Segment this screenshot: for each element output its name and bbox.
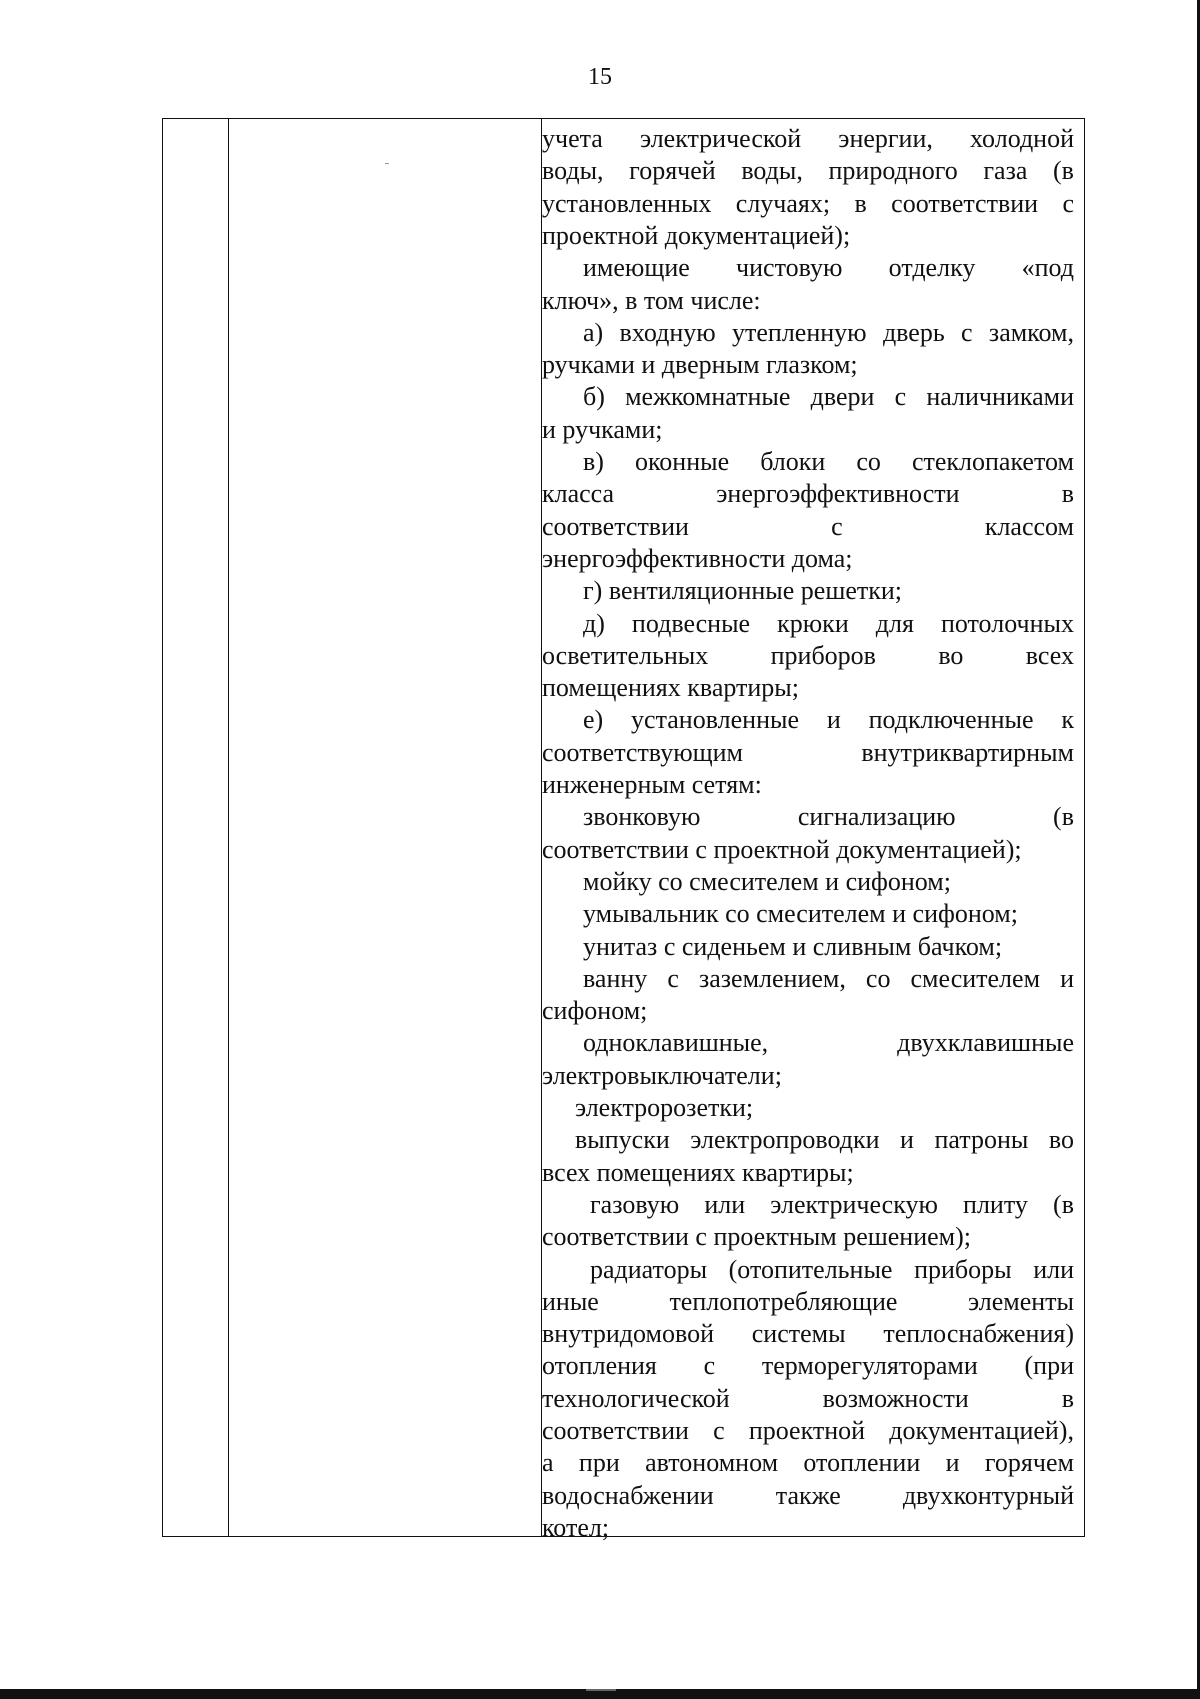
text-word: энергии, (838, 124, 933, 153)
text-word: соответствии (542, 1416, 689, 1445)
text-word: терморегуляторами (761, 1351, 978, 1381)
text-line (542, 123, 1074, 155)
text-word: или (704, 1189, 746, 1219)
text-word: горячей (629, 156, 716, 186)
text-word: к (1061, 705, 1074, 735)
text-line: всех помещениях квартиры; (542, 1157, 854, 1187)
text-line: инженерным сетям: (542, 770, 762, 799)
text-word: для (875, 608, 914, 638)
text-line: котел; (542, 1512, 610, 1542)
text-word: д) (583, 608, 605, 638)
text-word: дверь (882, 317, 945, 347)
text-line (542, 737, 1074, 769)
text-word: всех (1025, 640, 1074, 670)
text-word: приборы (914, 1254, 1012, 1284)
text-word: воды, (741, 156, 803, 186)
text-word: теплоснабжения) (883, 1319, 1074, 1349)
text-word: соответствии (542, 511, 689, 541)
text-word: классом (984, 511, 1074, 541)
text-line (583, 608, 1074, 640)
text-line: проектной документацией); (542, 220, 851, 250)
text-line: умывальник со смесителем и сифоном; (583, 899, 1018, 929)
text-word: подвесные (631, 608, 751, 638)
text-line (583, 446, 1074, 478)
text-word: теплопотребляющие (669, 1286, 898, 1316)
text-line: электровыключатели; (542, 1060, 782, 1090)
text-line (542, 1415, 1074, 1447)
text-word: с (961, 317, 973, 347)
text-word: отделку (888, 253, 976, 283)
text-line (542, 188, 1074, 220)
text-word: водоснабжении (542, 1480, 714, 1510)
text-line (583, 801, 1074, 833)
text-word: с (1062, 188, 1074, 218)
text-word: межкомнатные (625, 382, 791, 412)
text-word: отоплении (803, 1448, 921, 1478)
table-cell-requirements (542, 118, 1085, 1542)
text-word: в (854, 188, 867, 218)
text-line: унитаз с сиденьем и сливным бачком; (583, 931, 1003, 961)
scan-mark (586, 1689, 616, 1691)
text-word: элементы (968, 1286, 1074, 1316)
text-word: имеющие (583, 253, 690, 283)
text-line (590, 1189, 1074, 1221)
text-word: установленные (631, 705, 800, 735)
text-word: радиаторы (590, 1254, 708, 1284)
text-word: патроны (934, 1125, 1029, 1155)
text-word: е) (583, 705, 604, 735)
text-word: в (1061, 1383, 1074, 1413)
text-word: двухконтурный (902, 1480, 1074, 1510)
text-word: соответствии (891, 188, 1039, 218)
text-word: (в (1053, 802, 1074, 832)
text-line (583, 381, 1074, 413)
text-word: «под (1021, 253, 1074, 283)
text-word: оконные (634, 447, 730, 476)
text-line (542, 1286, 1074, 1318)
text-word: электрическую (770, 1189, 938, 1219)
text-word: энергоэффективности (716, 479, 960, 509)
text-line: соответствии с проектной документацией); (542, 834, 1022, 864)
text-line (575, 1124, 1074, 1156)
text-word: с (667, 963, 679, 993)
text-line (583, 252, 1074, 284)
text-line (542, 640, 1074, 672)
text-line (583, 317, 1074, 349)
text-word: входную (619, 317, 716, 347)
text-line (542, 1318, 1074, 1350)
text-word: проектной (748, 1416, 866, 1445)
text-word: в) (583, 447, 604, 476)
text-line (542, 1447, 1074, 1479)
text-line (542, 478, 1074, 510)
text-word: газовую (590, 1189, 680, 1219)
text-line: электророзетки; (575, 1093, 754, 1122)
text-word: или (1033, 1254, 1074, 1284)
text-word: соответствующим (542, 737, 744, 767)
text-word: и (826, 705, 841, 735)
text-line (583, 963, 1074, 995)
text-line (583, 704, 1074, 736)
text-word: и (1060, 963, 1074, 993)
text-word: газа (983, 156, 1028, 186)
text-word: чистовую (736, 253, 843, 283)
text-word: б) (583, 382, 605, 412)
text-word: с (703, 1351, 716, 1381)
text-word: замком, (988, 317, 1074, 347)
text-word: при (578, 1448, 620, 1478)
text-word: воды, (542, 156, 604, 186)
text-word: со (865, 963, 891, 993)
text-word: отопления (542, 1351, 657, 1381)
text-line: соответствии с проектным решением); (542, 1222, 972, 1252)
text-word: (в (1053, 156, 1074, 186)
text-word: автономном (645, 1448, 779, 1478)
text-word: возможности (822, 1383, 969, 1413)
text-word: смесителем (910, 963, 1041, 993)
text-word: заземлением, (698, 963, 846, 993)
text-word: с (831, 511, 843, 541)
text-word: стеклопакетом (911, 447, 1074, 476)
text-line (583, 1027, 1074, 1059)
text-word: (при (1024, 1351, 1074, 1381)
text-word: документацией), (889, 1416, 1074, 1445)
text-word: двухклавишные (897, 1028, 1074, 1058)
text-word: также (775, 1480, 841, 1510)
text-line (590, 1254, 1074, 1286)
text-word: в (1061, 479, 1074, 509)
text-word: выпуски (575, 1125, 670, 1155)
text-line: и ручками; (542, 414, 663, 444)
text-word: со (856, 447, 881, 476)
text-line: мойку со смесителем и сифоном; (583, 866, 951, 896)
text-word: технологической (542, 1383, 730, 1413)
text-word: крюки (777, 608, 849, 638)
text-word: подключенные (868, 705, 1034, 735)
text-word: горячем (984, 1448, 1074, 1478)
text-word: холодной (970, 124, 1074, 153)
text-word: звонковую (583, 802, 701, 832)
text-word: блоки (760, 447, 826, 476)
text-word: с (713, 1416, 725, 1445)
text-word: и (900, 1125, 914, 1155)
text-word: электропроводки (690, 1125, 880, 1155)
text-word: сигнализацию (797, 802, 956, 832)
text-word: природного (828, 156, 958, 186)
text-word: а) (583, 317, 604, 347)
text-word: одноклавишные, (583, 1028, 769, 1058)
text-word: иные (542, 1286, 599, 1316)
text-word: плиту (963, 1189, 1028, 1219)
text-word: с (894, 382, 907, 412)
text-line (542, 1480, 1074, 1512)
text-word: осветительных (542, 640, 709, 670)
text-line: сифоном; (542, 996, 648, 1026)
text-line: ручками и дверным глазком; (542, 350, 858, 380)
text-word: учета (542, 124, 603, 153)
text-word: (в (1053, 1189, 1074, 1219)
text-word: двери (810, 382, 875, 412)
text-word: класса (542, 479, 615, 509)
text-word: ванну (583, 963, 648, 993)
text-word: приборов (770, 640, 876, 670)
text-word: случаях; (735, 188, 831, 218)
text-line: помещениях квартиры; (542, 673, 799, 703)
text-line (542, 1350, 1074, 1382)
text-word: электрической (640, 124, 802, 153)
text-word: во (1048, 1125, 1074, 1155)
text-word: системы (751, 1319, 846, 1349)
table-column-divider-1 (228, 118, 229, 1537)
page-number: 15 (588, 64, 612, 90)
text-line: ключ», в том числе: (542, 285, 761, 315)
text-word: наличниками (926, 382, 1074, 412)
text-word: установленных (542, 188, 712, 218)
scan-speck (385, 163, 389, 164)
text-word: а (542, 1448, 554, 1478)
text-line (542, 511, 1074, 543)
text-line (542, 155, 1074, 187)
text-word: внутриквартирным (861, 737, 1074, 767)
text-line: энергоэффективности дома; (542, 543, 853, 573)
text-word: потолочных (940, 608, 1074, 638)
text-line (542, 1383, 1074, 1415)
text-word: внутридомовой (542, 1319, 714, 1349)
text-word: и (945, 1448, 960, 1478)
text-line: г) вентиляционные решетки; (583, 576, 903, 606)
text-word: (отопительные (728, 1254, 893, 1284)
text-word: утепленную (732, 317, 867, 347)
text-word: во (938, 640, 964, 670)
